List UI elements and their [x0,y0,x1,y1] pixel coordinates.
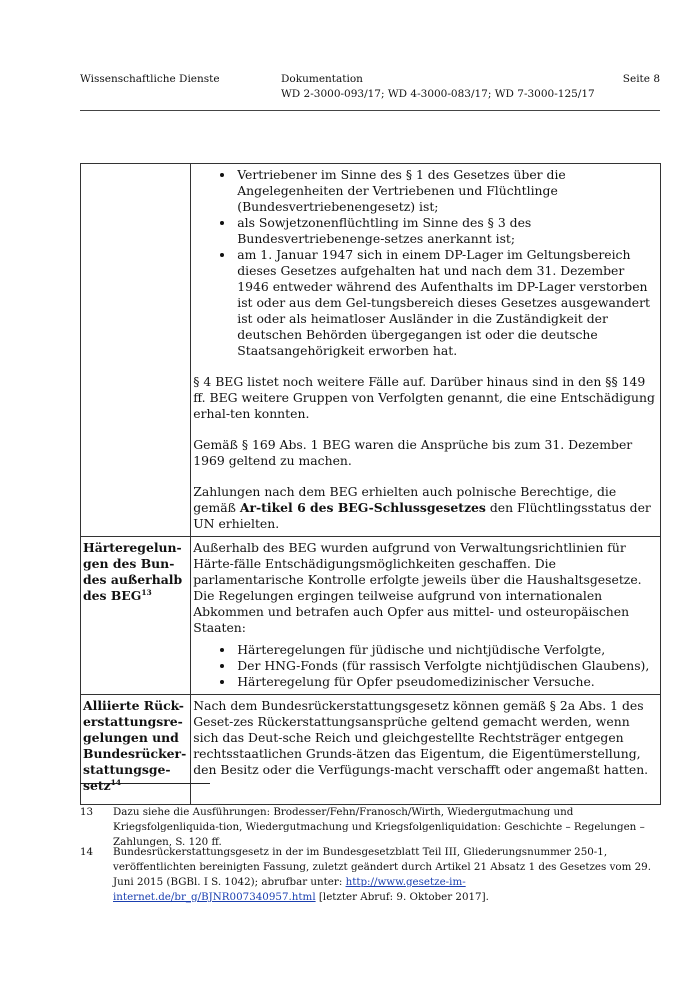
content-table [80,163,661,805]
list-item: • Härteregelungen für jüdische und nichtjüdische Verfolgte, [235,642,656,658]
criteria-list [193,167,656,359]
footnote-ref[interactable]: 13 [141,587,152,597]
paragraph-text: Zahlungen nach dem BEG erhielten auch polnische Berechtige, die gemäß [193,484,617,515]
paragraph: Gemäß § 169 Abs. 1 BEG waren die Ansprüche bis zum 31. Dezember 1969 geltend zu machen. [193,437,633,468]
footnote-ref[interactable]: 14 [110,777,122,787]
row-label-text: Alliierte Rück-erstattungsre-gelungen und Bundesrücker-stattungsge-setz [83,698,187,793]
row-label-text: Härteregelun-gen des Bun-des außerhalb des BEG [83,540,183,603]
footnote-number: 14 [80,846,94,858]
paragraph: Außerhalb des BEG wurden aufgrund von Verwaltungsrichtlinien für Härte-fälle Entschädigungsmöglichkeiten geschaffen. Die parlamentarische Kontrolle erfolgte jeweils über die Haushaltsgesetze. Die Regelungen ergingen teilweise aufgrund von internationalen Abkommen und betrafen auch Opfer aus mittel- und osteuropäischen Staaten: [193,540,642,635]
header-doc-numbers: WD 2-3000-093/17; WD 4-3000-083/17; WD 7-3000-125/17 [281,88,595,100]
footnote-divider [80,783,210,784]
table-row [81,164,661,537]
footnote [80,805,660,850]
row-content [191,537,661,695]
footnote-text-part: [letzter Abruf: 9. Oktober 2017]. [315,891,489,903]
paragraph-bold-text: Ar-tikel 6 des BEG-Schlussgesetzes [239,500,486,515]
footnote-number: 13 [80,806,94,818]
footnote-text [113,845,660,905]
list-item: • als Sowjetzonenflüchtling im Sinne des § 3 des Bundesvertriebenenge-setzes anerkannt ist; [235,215,656,247]
list-item: • Der HNG-Fonds (für rassisch Verfolgte nichtjüdischen Glaubens), [235,658,656,674]
footnote [80,845,660,905]
header-institution: Wissenschaftliche Dienste [80,73,220,85]
header-doc-type: Dokumentation [281,73,363,85]
row-content [191,164,661,537]
paragraph [193,484,656,532]
row-label-empty [81,164,191,537]
paragraph: Nach dem Bundesrückerstattungsgesetz können gemäß § 2a Abs. 1 des Geset-zes Rückerstattungsansprüche geltend gemacht werden, wenn sich das Deut-sche Reich und gleichgestellte Rechtsträger entgegen rechtsstaatlichen Grunds-ätzen das Eigentum, die Eigentümerstellung, den Besitz oder die Verfügungs-macht verschafft oder angemaßt hatten. [193,698,649,777]
footnote-link[interactable]: http://www.gesetze-im-internet.de/br_g/BJNR007340957.html [113,876,466,903]
page-number: Seite 8 [622,73,660,85]
list-item: • Härteregelung für Opfer pseudomedizinischer Versuche. [235,674,656,690]
footnote-text: Dazu siehe die Ausführungen: Brodesser/Fehn/Franosch/Wirth, Wiedergutmachung und Kriegsfolgenliquida-tion, Wiedergutmachung und Kriegsfolgenliquidation: Geschichte – Regelungen – Zahlungen, S. 120 ff. [113,806,645,848]
row-content [191,695,661,805]
header-divider [80,110,660,111]
list-item: • Vertriebener im Sinne des § 1 des Gesetzes über die Angelegenheiten der Vertriebenen und Flüchtlinge (Bundesvertriebenengesetz) ist; [235,167,656,215]
row-label [81,695,191,805]
footnote-text-part: Bundesrückerstattungsgesetz in der im Bundesgesetzblatt Teil III, Gliederungsnummer 250-1, veröffentlichten bereinigten Fassung, zuletzt geändert durch Artikel 21 Absatz 1 des Gesetzes vom 29. Juni 2015 (BGBl. I S. 1042); abrufbar unter: [113,846,651,888]
paragraph: § 4 BEG listet noch weitere Fälle auf. Darüber hinaus sind in den §§ 149 ff. BEG weitere Gruppen von Verfolgten genannt, die eine Entschädigung erhal-ten konnten. [193,374,655,421]
list-item: • am 1. Januar 1947 sich in einem DP-Lager im Geltungsbereich dieses Gesetzes aufgehalten hat und nach dem 31. Dezember 1946 entweder während des Aufenthalts im DP-Lager verstorben ist oder aus dem Gel-tungsbereich dieses Gesetzes ausgewandert ist oder als heimatloser Ausländer in die Zuständigkeit der deutschen Behörden übergegangen ist oder die deutsche Staatsangehörigkeit erworben hat. [235,247,656,359]
paragraph-text: den Flüchtlingsstatus der UN erhielten. [193,500,651,531]
table-row [81,537,661,695]
table-row [81,695,661,805]
row-label [81,537,191,695]
header-document-info [281,72,595,102]
regulation-list [193,642,656,690]
